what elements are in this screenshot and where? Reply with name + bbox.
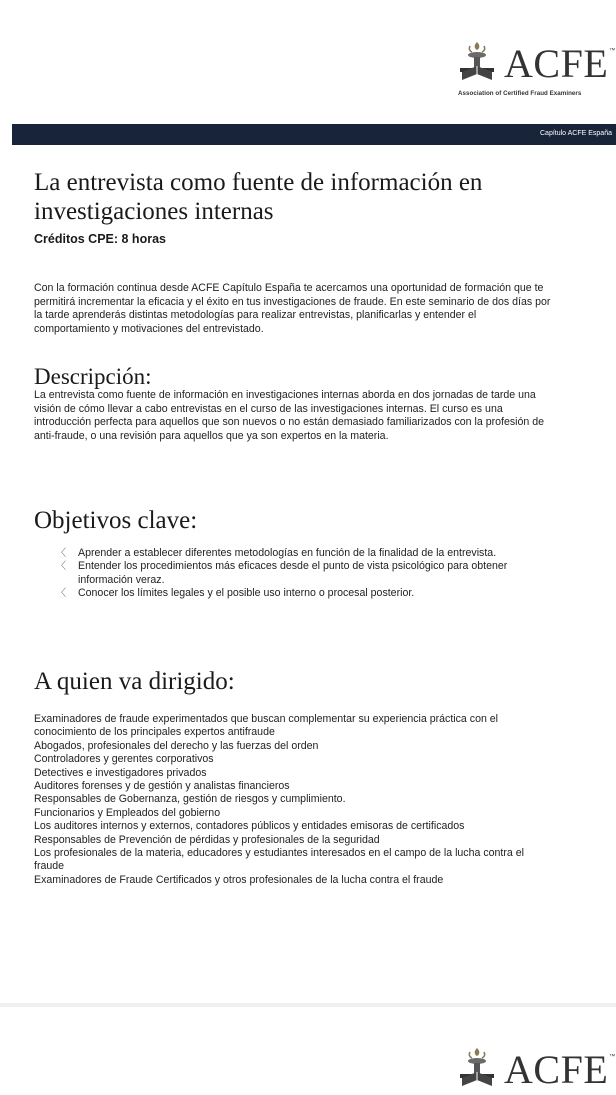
- acfe-logo: [454, 38, 615, 84]
- list-item: Los auditores internos y externos, contadores públicos y entidades emisoras de certificados: [34, 820, 465, 833]
- objectives-list: [56, 547, 536, 601]
- lamp-of-knowledge-icon: [454, 1044, 500, 1090]
- course-title: La entrevista como fuente de información en investigaciones internas: [34, 169, 483, 225]
- list-item: [56, 547, 536, 560]
- logo-tagline: Association of Certified Fraud Examiners: [458, 90, 582, 97]
- chapter-label: Capítulo ACFE España: [540, 130, 612, 137]
- page-divider: [0, 1003, 616, 1007]
- logo-wordmark: ACFE: [504, 1047, 609, 1092]
- acfe-logo-footer: [454, 1044, 615, 1090]
- objective-text: Conocer los límites legales y el posible uso interno o procesal posterior.: [78, 587, 415, 600]
- list-item: Abogados, profesionales del derecho y las fuerzas del orden: [34, 739, 319, 752]
- trademark-mark: ™: [609, 48, 616, 54]
- list-item: Responsables de Gobernanza, gestión de riesgos y cumplimiento.: [34, 793, 346, 806]
- angle-bracket-icon: 〈: [56, 588, 66, 600]
- lamp-of-knowledge-icon: [454, 38, 500, 84]
- list-item: [56, 587, 536, 600]
- trademark-mark: ™: [609, 1054, 616, 1060]
- description-paragraph: La entrevista como fuente de información en investigaciones internas aborda en dos jornadas de tarde una visión de cómo llevar a cabo entrevistas en el curso de las investigaciones internas. El curso es una introducción perfecta para aquellos que son nuevos o no están demasiado familiarizados con la profesión de anti-fraude, o una revisión para aquellos que ya son expertos en la materia.: [34, 389, 545, 442]
- objectives-heading: Objetivos clave:: [34, 507, 198, 534]
- logo-wordmark: ACFE: [504, 41, 609, 86]
- list-item: Examinadores de Fraude Certificados y otros profesionales de la lucha contra el fraude: [34, 873, 444, 886]
- description-heading: Descripción:: [34, 364, 152, 389]
- audience-heading: A quien va dirigido:: [34, 668, 235, 695]
- list-item: Los profesionales de la materia, educadores y estudiantes interesados en el campo de la lucha contra el fraude: [34, 847, 524, 873]
- angle-bracket-icon: 〈: [56, 561, 66, 573]
- chapter-band: [12, 124, 616, 145]
- list-item: Examinadores de fraude experimentados que buscan complementar su experiencia práctica con el conocimiento de los principales expertos antifraude: [34, 713, 499, 739]
- list-item: Responsables de Prevención de pérdidas y profesionales de la seguridad: [34, 833, 380, 846]
- cpe-credits: Créditos CPE: 8 horas: [34, 232, 166, 246]
- objective-text: Entender los procedimientos más eficaces desde el punto de vista psicológico para obtener información veraz.: [78, 560, 508, 586]
- objective-text: Aprender a establecer diferentes metodologías en función de la finalidad de la entrevista.: [78, 547, 497, 559]
- audience-list: [34, 713, 554, 887]
- angle-bracket-icon: 〈: [56, 548, 66, 559]
- list-item: [56, 560, 536, 587]
- list-item: Funcionarios y Empleados del gobierno: [34, 806, 221, 819]
- list-item: Detectives e investigadores privados: [34, 766, 207, 779]
- list-item: Auditores forenses y de gestión y analistas financieros: [34, 780, 290, 793]
- intro-paragraph: Con la formación continua desde ACFE Capítulo España te acercamos una oportunidad de formación que te permitirá incrementar la eficacia y el éxito en tus investigaciones de fraude. En este seminario de dos días por la tarde aprenderás distintas metodologías para realizar entrevistas, planificarlas y entender el comportamiento y motivaciones del entrevistado.: [34, 282, 551, 335]
- list-item: Controladores y gerentes corporativos: [34, 753, 214, 766]
